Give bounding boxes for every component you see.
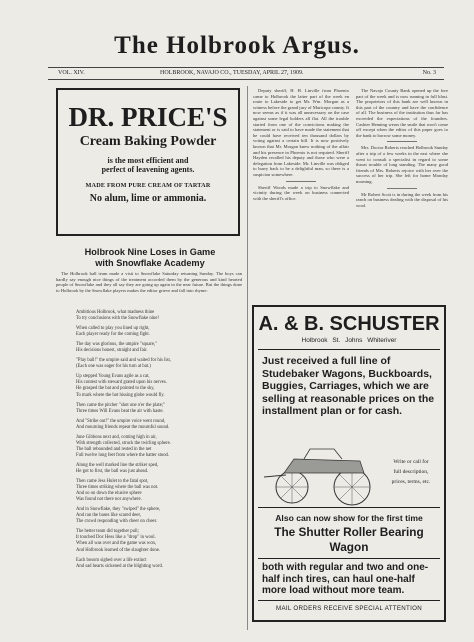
poem-line: And ran the bases like scared deer, xyxy=(76,513,142,519)
place-date: HOLBROOK, NAVAJO CO., TUESDAY, APRIL 27, 1909. xyxy=(160,70,304,76)
masthead: The Holbrook Argus. xyxy=(114,32,360,59)
schuster-firm: A. & B. SCHUSTER xyxy=(258,313,440,335)
poem-line: His contest with steward grated upon his nerves. xyxy=(76,380,167,386)
right-paragraph-1: The Navajo County Bank opened up the fore part of the week and is now running in full blast. The proprietors of this bank are well known in this part of the country and have the confidence of all. The business of the institution thus far has exceeded the expectations of the founders. Cashier Henning wears the smile that won't come off except when the editor of this paper goes to the bank to borrow some money. xyxy=(356,88,448,138)
schuster-ad xyxy=(252,305,446,622)
poem-line: Three times striking where the ball was not. xyxy=(76,485,159,491)
write-line-3: prices, terms, etc. xyxy=(391,479,431,485)
write-line-2: full description, xyxy=(393,469,429,475)
poem-line: The better team did together pull; xyxy=(76,529,139,535)
game-headline-2: with Snowflake Academy xyxy=(95,258,205,268)
write-for-details xyxy=(380,457,442,487)
poem-line: Each player ready for the coming fight. xyxy=(76,332,150,338)
right-paragraph-3: Mr Robert Scott is in during the week from his ranch on business dealing with the disposal of his wool. xyxy=(356,191,448,208)
middle-column xyxy=(253,88,349,202)
poem-line: When all was over and the game was won, xyxy=(76,541,157,547)
poem-line: June Gibbons next and, coming high in air, xyxy=(76,434,157,440)
poem-line: The day was glorious, the umpire "square," xyxy=(76,342,158,348)
schuster-rule-2 xyxy=(258,507,440,508)
poem-line: Up stepped Young Evans agile as a cat, xyxy=(76,374,150,380)
poem-line: Ambitious Holbrook, what madness thine xyxy=(76,310,155,315)
schuster-towns: Holbrook St. Johns Whiteriver xyxy=(301,337,397,344)
schuster-show: Also can now show for the first time xyxy=(275,513,423,523)
game-headline-1: Holbrook Nine Loses in Game xyxy=(84,247,216,257)
poem-line: (Each one was eager for his turn at bat.) xyxy=(76,364,151,370)
poem-line: Along the well marked line the striker sped, xyxy=(76,462,159,468)
schuster-features: both with regular and two and one-half inch tires, can haul one-half more load without more team. xyxy=(262,562,429,596)
price-slogan-2: perfect of leavening agents. xyxy=(101,165,195,174)
schuster-rule-1 xyxy=(258,349,440,350)
poem-line: And in Snowflake, they "swiped" the sphere, xyxy=(76,507,161,513)
price-product: Cream Baking Powder xyxy=(79,134,217,149)
middle-paragraph-1: Deputy sheriff, H. H. Linville from Phoenix came to Holbrook the latter part of the week en route to Lakeside to get Mr. Wm. Morgan as a witness before the grand jury of Maricopa county. It now seems as if it was all unnecessary on the case against some legal holders all flat. All the trouble started from one of the convictions making the statement or is said to have made the statement that he could have received ten thousand dollars by voting against a certain bill. It is now positively known that Mr. Morgan knew nothing of the affair and his presence in Phoenix is not required. Sheriff Hayden recalled his deputy and those who were a delegation from Lakeside. Mr. Linville was obliged to hurry back to be a delightful man, so there is a suspicion somewhere. xyxy=(253,88,349,177)
price-slogan-1: is the most efficient and xyxy=(107,156,189,165)
write-line-1: Write or call for xyxy=(393,459,429,465)
poem-line: When called to play you lined up right, xyxy=(76,326,150,332)
poem-line: With strength collected, struck the twirling sphere. xyxy=(76,440,171,446)
poem-line: To mark where the hot hissing globe would fly. xyxy=(76,392,165,398)
poem-line: Full twelve long feet from where the batter stood. xyxy=(76,452,170,458)
poem-line: To try conclusions with the Snowflake nine! xyxy=(76,316,159,322)
schuster-mail-orders: MAIL ORDERS RECEIVE SPECIAL ATTENTION xyxy=(276,605,422,612)
poem-line: And mourning friends repeat the mournful sound. xyxy=(76,424,170,430)
game-intro-text: The Holbrook ball team made a visit to Snowflake Saturday returning Sunday. The boys can hardly say enough nice things of the treatment accorded them by the generous and kind hearted people of Snowflake and they all say they are going up again in the near future. But the things done to Holbrook by the Snowflake players makes the editor grieve and fall into rhyme: xyxy=(56,271,242,293)
schuster-rule-4 xyxy=(258,600,440,601)
right-column xyxy=(356,88,448,209)
masthead-rule-top xyxy=(48,67,444,68)
volume-label: VOL. XIV. xyxy=(58,70,85,76)
issue-number: No. 3 xyxy=(422,70,436,76)
poem-line: And "Strike out!" the umpire voice went round, xyxy=(76,418,166,424)
poem-line: The crowd responding with cheer on cheer. xyxy=(76,519,158,525)
column-divider xyxy=(247,86,248,630)
poem-line: Three times Will Evans beat the air with haste. xyxy=(76,408,164,414)
schuster-offer: Just received a full line of Studebaker Wagons, Buckboards, Buggies, Carriages, which we are selling at reasonable prices on the installment plan or for cash. xyxy=(262,355,435,417)
poem-line: "Play ball!" the umpire said and waited for his list, xyxy=(76,358,171,364)
poem-line: Then came Jess Hulet to the fatal spot, xyxy=(76,479,149,485)
schuster-product: The Shutter Roller Bearing Wagon xyxy=(274,525,424,554)
baking-powder-ad xyxy=(56,88,240,236)
right-separator-1 xyxy=(387,141,417,142)
buggy-illustration xyxy=(264,447,384,507)
schuster-rule-3 xyxy=(258,558,440,559)
right-paragraph-2: Mrs. Doctor Roberts reached Holbrook Sunday after a trip of a few weeks in the east where she went to consult a specialist in regard to some throat trouble of long standing. The many good friends of Mrs. Roberts rejoice with her over the success of her trip. She left for home Monday morning. xyxy=(356,145,449,184)
masthead-rule-bottom xyxy=(48,79,444,80)
game-poem xyxy=(76,310,246,570)
poem-line: His decisions honest, straight and fair. xyxy=(76,348,148,354)
poem-line: And sad hearts sickened at the blighting word. xyxy=(76,563,163,569)
poem-line: Each bosom sighed over a life extinct xyxy=(76,557,147,563)
price-made-from: MADE FROM PURE CREAM OF TARTAR xyxy=(85,182,211,189)
right-separator-2 xyxy=(387,188,417,189)
poem-line: Was found not there nor anywhere. xyxy=(76,497,142,503)
price-brand: DR. PRICE'S xyxy=(68,102,228,132)
poem-line: Then came the pitcher "shot one o'er the plate;" xyxy=(76,402,166,408)
poem-line: He got to first, the ball was just ahead. xyxy=(76,468,149,474)
game-intro xyxy=(56,271,242,294)
poem-line: And so on down the elusive sphere xyxy=(76,491,142,497)
poem-line: The ball rebounded and rested in the net xyxy=(76,446,152,452)
poem-line: He grasped the bat and pointed to the sky, xyxy=(76,386,155,392)
middle-paragraph-2: Sheriff Woods made a trip to Snowflake and vicinity during the week on business connected with the sheriff's office. xyxy=(253,184,349,201)
middle-separator xyxy=(286,181,316,182)
poem-line: And Holbrook learned of the slaughter done. xyxy=(76,547,160,553)
price-no-alum: No alum, lime or ammonia. xyxy=(89,193,207,204)
poem-line: It touched Doc Hess like a "drop" in wool. xyxy=(76,535,156,541)
